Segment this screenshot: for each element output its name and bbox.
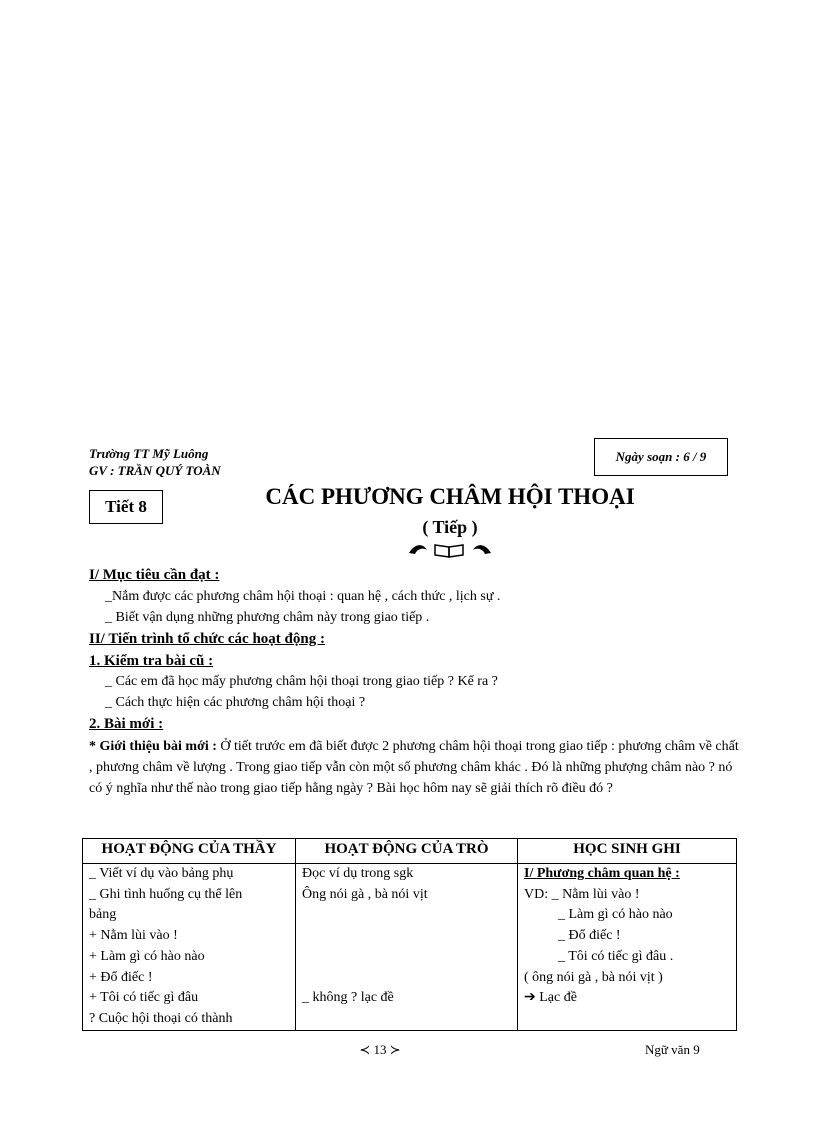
student-line [302,926,511,947]
teacher-line: bảng [89,907,117,923]
subject-label: Ngữ văn 9 [645,1042,700,1057]
teacher-line: + Làm gì có hào nào [89,948,205,964]
student-line [302,947,511,968]
notes-line: _ Làm gì có hào nào [558,907,673,923]
teacher-name: GV : TRẦN QUÝ TOÀN [89,463,221,478]
teacher-line: _ Viết ví dụ vào bảng phụ [89,866,234,881]
teacher-line: ? Cuộc hội thoại có thành [89,1010,233,1026]
objective-item: _ Biết vận dụng những phương châm này trong giao tiếp . [105,610,430,625]
check-question: _ Các em đã học mấy phương châm hội thoại trong giao tiếp ? Kể ra ? [105,674,498,689]
ornament-graphic [405,541,495,559]
period-box [89,490,163,524]
notes-line: _ Đổ điếc ! [558,928,621,944]
teacher-activity-cell [83,864,296,1031]
teacher-line: + Đổ điếc ! [89,969,153,985]
table-header-row [83,839,737,864]
notes-heading: I/ Phương châm quan hệ : [524,866,680,881]
school-name: Trường TT Mỹ Luông [89,446,209,461]
intro-label: * Giới thiệu bài mới : [89,739,217,754]
student-line: _ không ? lạc đề [302,990,394,1006]
header-teacher-activity: HOẠT ĐỘNG CỦA THẦY [83,839,296,864]
check-old-lesson-heading: 1. Kiểm tra bài cũ : [89,653,214,669]
student-line [302,905,511,926]
header-student-notes: HỌC SINH GHI [518,839,737,864]
date-label: Ngày soạn : 6 / 9 [615,449,707,464]
teacher-line: _ Ghi tình huống cụ thể lên [89,886,243,902]
page-number: ≺ 13 ≻ [359,1042,401,1057]
student-line [302,968,511,989]
period-label: Tiết 8 [105,497,147,516]
table-row [83,864,737,1031]
lesson-title: CÁC PHƯƠNG CHÂM HỘI THOẠI [265,484,635,509]
notes-line: ( ông nói gà , bà nói vịt ) [524,969,663,985]
student-line: Đọc ví dụ trong sgk [302,866,414,881]
teacher-line: + Tôi có tiếc gì đâu [89,990,199,1006]
student-line: Ông nói gà , bà nói vịt [302,886,428,902]
new-lesson-heading: 2. Bài mới : [89,716,164,732]
check-question: _ Cách thực hiện các phương châm hội thoại ? [105,695,366,710]
student-notes-cell [518,864,737,1031]
intro-text: Ở tiết trước em đã biết được 2 phương châm hội thoại trong giao tiếp : phương châm về chất , phương châm về lượng . Trong giao tiếp vẫn còn một số phương châm khác . Đó là những phượng châm nào ? nó có ý nghĩa như thế nào trong giao tiếp hằng ngày ? Bài học hôm nay sẽ giải thích rõ điều đó ? [89,739,739,796]
notes-line: _ Tôi có tiếc gì đâu . [558,948,674,964]
notes-line: VD: _ Nằm lùi vào ! [524,886,640,902]
header-student-activity: HOẠT ĐỘNG CỦA TRÒ [296,839,518,864]
teacher-line: + Nằm lùi vào ! [89,928,178,944]
book-ornament-icon [360,541,540,564]
section-process-heading: II/ Tiến trình tổ chức các hoạt động : [89,631,325,647]
student-activity-cell [296,864,518,1031]
date-box [594,438,728,476]
objective-item: _Nắm được các phương châm hội thoại : quan hệ , cách thức , lịch sự . [105,589,501,604]
lesson-subtitle: ( Tiếp ) [422,517,478,537]
section-objectives-heading: I/ Mục tiêu cần đạt : [89,567,220,583]
activity-table [82,838,737,1031]
notes-line: ➔ Lạc đề [524,990,577,1006]
intro-paragraph [89,736,741,799]
